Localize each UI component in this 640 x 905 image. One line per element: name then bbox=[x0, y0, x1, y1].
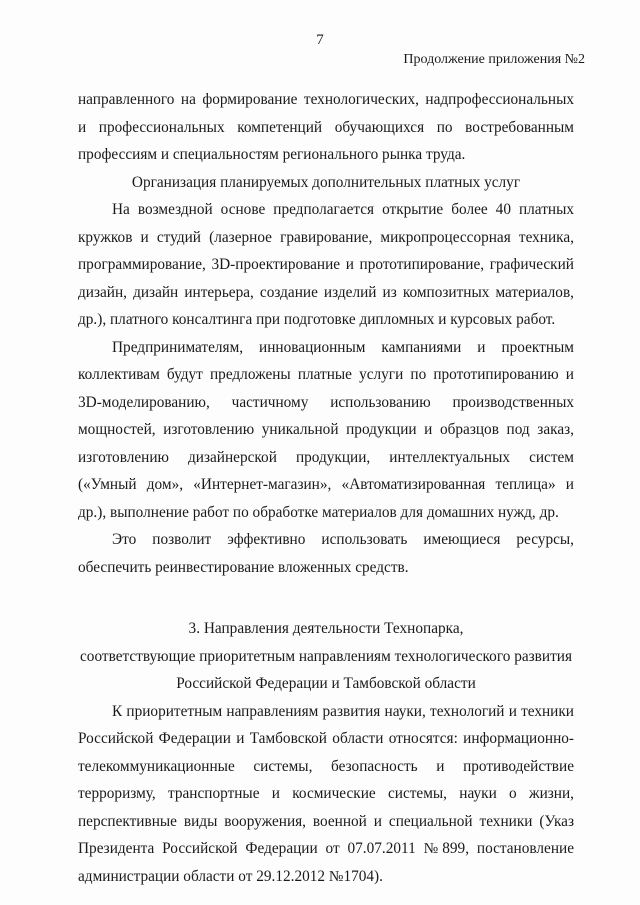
paragraph-resources: Это позволит эффективно использовать имеющиеся ресурсы, обеспечить реинвестирование вложенных средств. bbox=[78, 531, 574, 576]
page-number: 7 bbox=[316, 32, 324, 48]
section-spacer bbox=[78, 581, 574, 615]
paragraph-priority-directions: К приоритетным направлениям развития науки, технологий и техники Российской Федерации и Тамбовской области относятся: информационно-телекоммуникационные системы, безопасность и противодействие терроризму, транспортные и космические системы, науки о жизни, перспективные виды вооружения, военной и специальной техники (Указ Президента Российской Федерации от 07.07.2011 №899, постановление администрации области от 29.12.2012 №1704). bbox=[78, 702, 574, 885]
section-title-line-1: 3. Направления деятельности Технопарка, bbox=[188, 620, 464, 637]
section-title-line-3: Российской Федерации и Тамбовской области bbox=[176, 675, 476, 692]
subheading-paid-services: Организация планируемых дополнительных платных услуг bbox=[131, 173, 521, 191]
appendix-continuation-note: Продолжение приложения №2 bbox=[403, 52, 585, 67]
document-body bbox=[78, 86, 574, 890]
paragraph-entrepreneur-services: Предпринимателям, инновационным кампаниями и проектным коллективам будут предложены платные услуги по прототипированию и 3D-моделированию, частичному использованию производственных мощностей, изготовлению уникальной продукции и образцов под заказ, изготовлению дизайнерской продукции, интеллектуальных систем («Умный дом», «Интернет-магазин», «Автоматизированная теплица» и др.), выполнение работ по обработке материалов для домашних нужд, др. bbox=[78, 338, 574, 521]
paragraph-competencies: направленного на формирование технологических, надпрофессиональных и профессиональных компетенций обучающихся по востребованным профессиям и специальностям регионального рынка труда. bbox=[78, 91, 574, 163]
paragraph-paid-clubs: На возмездной основе предполагается открытие более 40 платных кружков и студий (лазерное гравирование, микропроцессорная техника, программирование, 3D-проектирование и прототипирование, графический дизайн, дизайн интерьера, создание изделий из композитных материалов, др.), платного консалтинга при подготовке дипломных и курсовых работ. bbox=[78, 201, 574, 328]
section-title-line-2: соответствующие приоритетным направлениям технологического развития bbox=[80, 647, 572, 665]
